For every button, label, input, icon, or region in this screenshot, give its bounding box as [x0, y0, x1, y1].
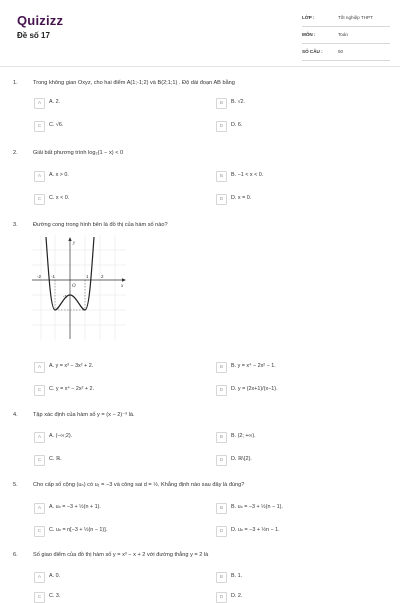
option-letter: C: [34, 526, 45, 537]
option-c[interactable]: [34, 121, 184, 132]
graph-grid: [32, 235, 126, 340]
meta-row-subject: [302, 30, 390, 44]
exam-title: Đề số 17: [17, 31, 50, 40]
meta-row-count: [302, 47, 390, 61]
question-text: Giải bất phương trình log₂(1 − x) < 0: [33, 150, 124, 156]
option-text: A. (−∞;2).: [49, 433, 73, 439]
option-text: B. √2.: [231, 99, 246, 105]
option-letter: A: [34, 98, 45, 109]
option-b[interactable]: [216, 503, 366, 514]
graph-label-1: 1: [86, 274, 89, 279]
header-divider: [0, 66, 400, 67]
option-letter: B: [216, 432, 227, 443]
question-number: 5.: [13, 482, 18, 488]
option-d[interactable]: [216, 526, 366, 537]
option-b[interactable]: [216, 362, 366, 373]
option-c[interactable]: [34, 526, 184, 537]
meta-label: SỐ CÂU :: [302, 49, 323, 54]
question-text: Đường cong trong hình bên là đồ thị của hàm số nào?: [33, 222, 168, 228]
option-letter: C: [34, 592, 45, 603]
option-text: C. y = x⁴ − 2x² + 2.: [49, 386, 95, 392]
option-a[interactable]: [34, 572, 184, 583]
option-letter: D: [216, 194, 227, 205]
option-letter: C: [34, 455, 45, 466]
option-d[interactable]: [216, 194, 366, 205]
option-text: D. 6.: [231, 122, 243, 128]
option-text: A. uₙ = −3 + ½(n + 1).: [49, 504, 101, 510]
option-letter: B: [216, 98, 227, 109]
option-letter: A: [34, 362, 45, 373]
option-letter: D: [216, 592, 227, 603]
graph-label-y-neg1: -1: [63, 294, 68, 299]
option-letter: A: [34, 171, 45, 182]
option-letter: D: [216, 455, 227, 466]
option-a[interactable]: [34, 503, 184, 514]
option-letter: C: [34, 121, 45, 132]
option-text: B. (2; +∞).: [231, 433, 256, 439]
option-letter: C: [34, 194, 45, 205]
meta-label: MÔN :: [302, 32, 316, 37]
meta-value: 50: [338, 49, 344, 54]
option-text: A. 0.: [49, 573, 61, 579]
quizizz-logo: Quizizz: [17, 13, 64, 28]
option-a[interactable]: [34, 98, 184, 109]
graph-label-x: x: [121, 284, 124, 289]
option-letter: A: [34, 432, 45, 443]
question-text: Tập xác định của hàm số y = (x − 2)⁻³ là.: [33, 412, 135, 418]
graph-label-2: 2: [101, 274, 104, 279]
page-header: [0, 0, 400, 66]
meta-row-class: [302, 13, 390, 27]
exam-meta: [302, 13, 390, 64]
option-text: C. uₙ = n[−3 + ½(n − 1)].: [49, 527, 108, 533]
option-b[interactable]: [216, 572, 366, 583]
option-text: D. x = 0.: [231, 195, 252, 201]
question-number: 3.: [13, 222, 18, 228]
question-number: 4.: [13, 412, 18, 418]
option-b[interactable]: [216, 432, 366, 443]
graph-label-y: y: [73, 241, 76, 246]
option-text: D. 2.: [231, 593, 243, 599]
option-text: B. −1 < x < 0.: [231, 172, 264, 178]
option-text: A. 2.: [49, 99, 61, 105]
option-letter: B: [216, 503, 227, 514]
question-text: Cho cấp số cộng (uₙ) có u₁ = −3 và công sai d = ½. Khẳng định nào sau đây là đúng?: [33, 482, 245, 488]
option-text: A. y = x³ − 3x² + 2.: [49, 363, 94, 369]
option-text: D. y = (2x+1)/(x−1).: [231, 386, 278, 392]
option-c[interactable]: [34, 455, 184, 466]
option-text: B. y = x⁴ − 2x² − 1.: [231, 363, 276, 369]
option-a[interactable]: [34, 362, 184, 373]
option-d[interactable]: [216, 385, 366, 396]
option-c[interactable]: [34, 194, 184, 205]
question-number: 1.: [13, 80, 18, 86]
question-text: Số giao điểm của đồ thị hàm số y = x³ − x + 2 với đường thẳng y = 2 là: [33, 552, 209, 558]
option-a[interactable]: [34, 171, 184, 182]
option-letter: A: [34, 503, 45, 514]
option-text: A. x > 0.: [49, 172, 69, 178]
option-text: B. 1.: [231, 573, 243, 579]
option-a[interactable]: [34, 432, 184, 443]
option-text: B. uₙ = −3 + ½(n − 1).: [231, 504, 283, 510]
option-letter: B: [216, 572, 227, 583]
graph-label-origin: O: [72, 284, 76, 289]
option-text: C. 3.: [49, 593, 61, 599]
meta-value: Toán: [338, 32, 348, 37]
question-text: Trong không gian Oxyz, cho hai điểm A(1;-1;2) và B(2;1;1) . Độ dài đoạn AB bằng: [33, 80, 235, 86]
question-number: 6.: [13, 552, 18, 558]
option-letter: D: [216, 526, 227, 537]
option-d[interactable]: [216, 592, 366, 603]
graph-label-neg2: -2: [37, 274, 42, 279]
option-text: C. x < 0.: [49, 195, 70, 201]
meta-value: Tốt nghiệp THPT: [338, 15, 373, 20]
option-d[interactable]: [216, 455, 366, 466]
option-b[interactable]: [216, 171, 366, 182]
option-letter: A: [34, 572, 45, 583]
option-letter: B: [216, 171, 227, 182]
option-b[interactable]: [216, 98, 366, 109]
option-c[interactable]: [34, 385, 184, 396]
x-axis-arrow: [122, 278, 126, 281]
option-c[interactable]: [34, 592, 184, 603]
option-letter: C: [34, 385, 45, 396]
option-letter: B: [216, 362, 227, 373]
meta-label: LỚP :: [302, 15, 315, 20]
question-number: 2.: [13, 150, 18, 156]
option-text: D. ℝ\{2}.: [231, 456, 252, 462]
graph-label-neg1: -1: [51, 274, 56, 279]
function-graph: [32, 235, 126, 340]
option-text: C. √6.: [49, 122, 64, 128]
option-text: D. uₙ = −3 + ½n − 1.: [231, 527, 280, 533]
y-axis-arrow: [68, 237, 71, 241]
option-letter: D: [216, 385, 227, 396]
option-text: C. ℝ.: [49, 456, 62, 462]
option-d[interactable]: [216, 121, 366, 132]
option-letter: D: [216, 121, 227, 132]
